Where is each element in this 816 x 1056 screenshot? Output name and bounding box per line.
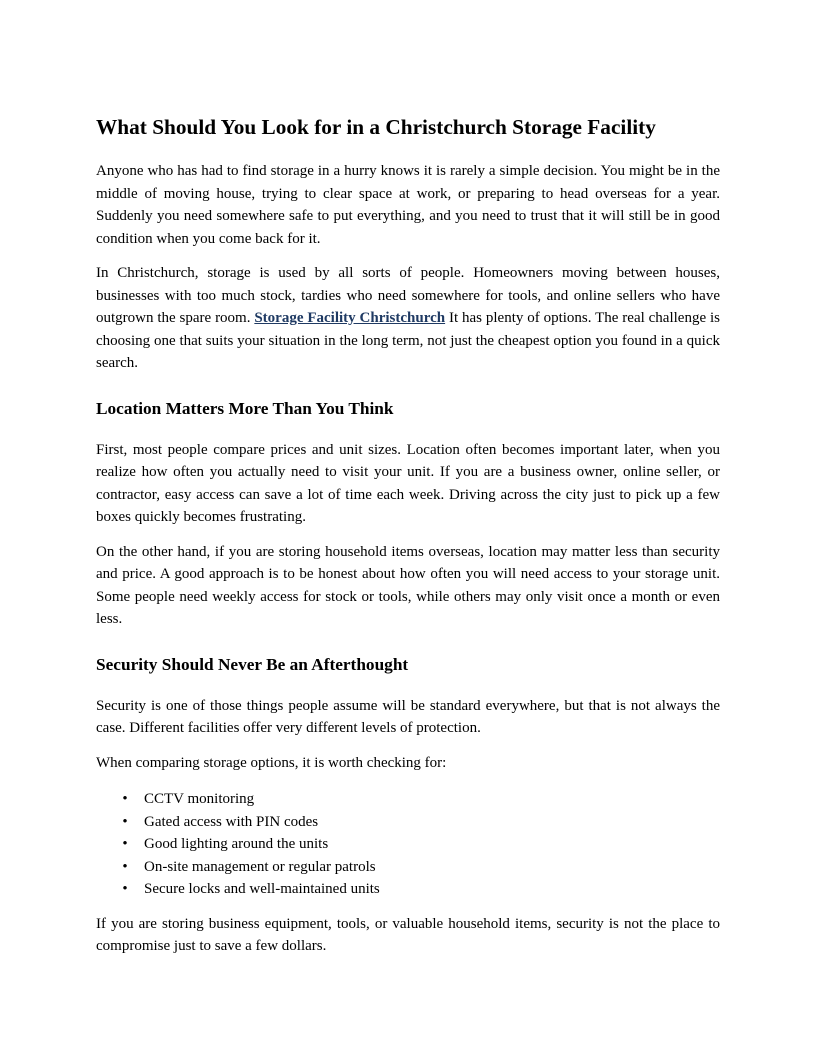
security-paragraph-1: Security is one of those things people assume will be standard everywhere, but that is not always the case. Different facilities offer very different levels of protection.: [96, 697, 720, 736]
security-checklist: [96, 788, 720, 901]
bullet-icon: •: [122, 836, 128, 852]
list-item: [96, 833, 720, 856]
location-paragraph-1: First, most people compare prices and unit sizes. Location often becomes important later, when you realize how often you actually need to visit your unit. If you are a business owner, online seller, or contractor, easy access can save a lot of time each week. Driving across the city just to pick up a few boxes quickly becomes frustrating.: [96, 441, 720, 525]
list-item: [96, 788, 720, 811]
section-heading-location: Location Matters More Than You Think: [96, 398, 394, 418]
bullet-icon: •: [122, 791, 128, 807]
list-item-text: Gated access with PIN codes: [144, 813, 319, 830]
list-item-text: Secure locks and well-maintained units: [144, 881, 380, 897]
list-item-text: On-site management or regular patrols: [144, 858, 376, 875]
location-paragraph-2: On the other hand, if you are storing household items overseas, location may matter less than security and price. A good approach is to be honest about how often you will need access to your storage unit. Some people need weekly access for stock or tools, while others may only visit once a month or even less.: [96, 543, 720, 627]
section-heading-security: Security Should Never Be an Afterthought: [96, 654, 409, 674]
security-paragraph-3: If you are storing business equipment, tools, or valuable household items, security is not the place to compromise just to save a few dollars.: [96, 915, 720, 954]
list-item: [96, 856, 720, 879]
intro-paragraph: Anyone who has had to find storage in a hurry knows it is rarely a simple decision. You might be in the middle of moving house, trying to clear space at work, or preparing to head overseas for a year. Suddenly you need somewhere safe to put everything, and you need to trust that it will still be in good condition when you come back for it.: [96, 163, 720, 247]
list-item: [96, 811, 720, 834]
list-item-text: Good lighting around the units: [144, 836, 329, 852]
bullet-icon: •: [122, 881, 128, 897]
bullet-icon: •: [122, 813, 128, 830]
intro2-text-before-link: In Christchurch, storage is used by all sorts of people. Homeowners moving between houses, businesses with too much stock, tardies who need somewhere for tools, and online sellers who have outgrown the spare room.: [96, 265, 720, 326]
bullet-icon: •: [122, 858, 128, 875]
intro2-text-after-link: It has plenty of options. The real challenge is choosing one that suits your situation in the long term, not just the cheapest option you found in a quick search.: [96, 310, 720, 371]
list-item-text: CCTV monitoring: [144, 791, 255, 807]
page-title: What Should You Look for in a Christchurch Storage Facility: [96, 115, 656, 139]
document-page: [96, 112, 720, 970]
storage-facility-link[interactable]: Storage Facility Christchurch: [254, 310, 446, 326]
intro-paragraph-2: [96, 262, 720, 375]
security-paragraph-2: When comparing storage options, it is worth checking for:: [96, 754, 447, 771]
list-item: [96, 878, 720, 901]
